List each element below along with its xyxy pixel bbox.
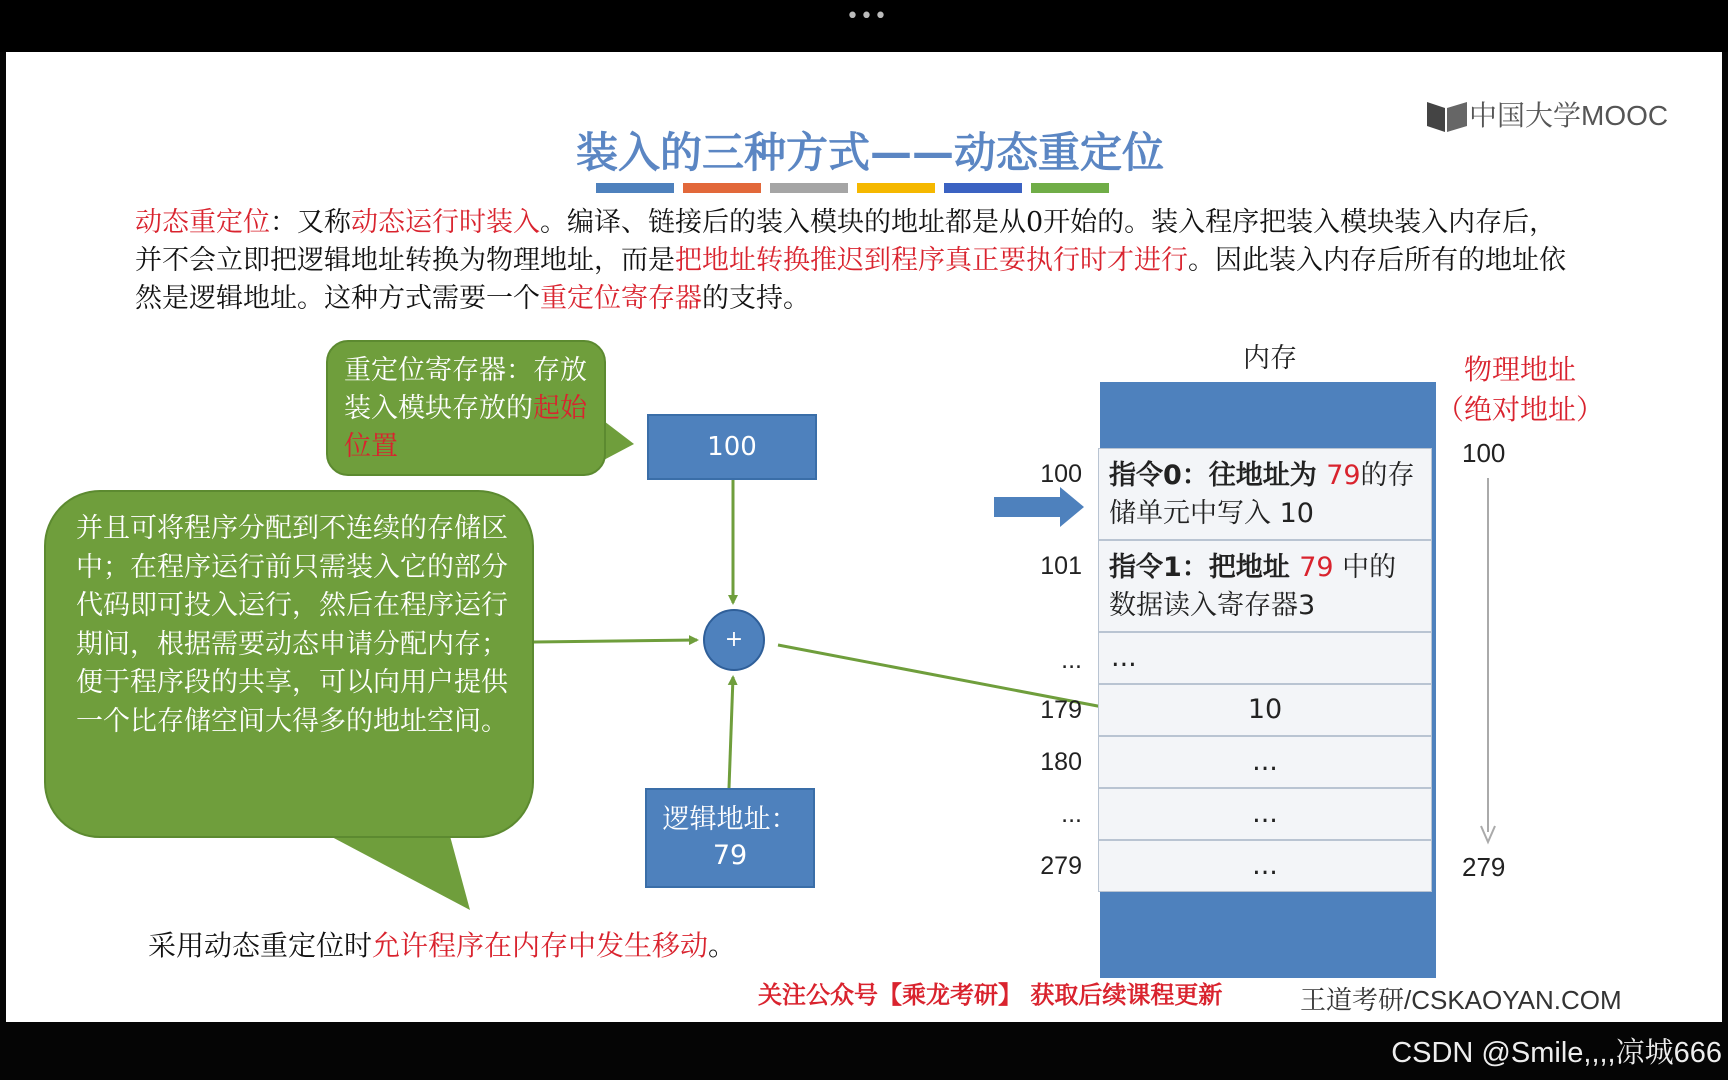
absolute-address-title-line: （绝对地址） <box>1435 393 1604 426</box>
logical-address-value: 79 <box>712 840 748 871</box>
advantages-callout <box>44 490 534 838</box>
physical-address-end: 279 <box>1462 852 1506 882</box>
memory-row <box>1098 540 1432 632</box>
conclusion-highlight: 允许程序在内存中发生移动 <box>372 929 709 962</box>
slide-title: 装入的三种方式——动态重定位 <box>575 128 1164 177</box>
physical-address-start: 100 <box>1462 438 1506 468</box>
memory-row-address: 79 <box>1299 552 1334 583</box>
logical-to-adder-arrow <box>729 677 733 788</box>
address-label: 100 <box>1040 460 1082 488</box>
memory-row-text: 的存储单元中写入 10 <box>1109 460 1415 529</box>
logo-text: 中国大学MOOC <box>1469 100 1669 131</box>
physical-address-title <box>1430 350 1610 430</box>
memory-title: 内存 <box>1243 343 1297 374</box>
memory-row: ... <box>1098 632 1432 684</box>
term-dynamic-relocation: 动态重定位 <box>135 207 270 238</box>
memory-row: ... <box>1098 788 1432 840</box>
start-position-highlight: 起始位置 <box>344 393 587 462</box>
term-dynamic-runtime-loading: 动态运行时装入 <box>351 207 540 238</box>
relocation-register-box: 100 <box>647 414 817 480</box>
logical-address-box <box>645 788 815 888</box>
memory-row: ... <box>1098 736 1432 788</box>
memory-row-text: 指令0：往地址为 <box>1109 460 1327 491</box>
memory-row-text: 指令1：把地址 <box>1109 552 1300 583</box>
memory-row-address: 79 <box>1326 460 1361 491</box>
intro-text: 的支持。 <box>702 283 810 314</box>
memory-row: ... <box>1098 840 1432 892</box>
advantages-callout-text: 并且可将程序分配到不连续的存储区中；在程序运行前只需装入它的部分代码即可投入运行，然后在程序运行期间，根据需要动态申请分配内存；便于程序段的共享，可以向用户提供一个比存储空间大得多的地址空间。 <box>76 513 508 737</box>
term-deferred-translation: 把地址转换推迟到程序真正要执行时才进行 <box>675 245 1188 276</box>
address-label: ... <box>1061 646 1082 674</box>
bubble-advantages-tail <box>330 836 470 910</box>
adder-icon: + <box>703 609 765 671</box>
intro-text: ：又称 <box>270 207 351 238</box>
intro-text: 。因此装入内存后所有的地址依然是逻辑地址。这种方式需要一个 <box>135 245 1566 314</box>
register-callout-text: 重定位寄存器：存放装入模块存放的 <box>344 355 587 424</box>
bubble-to-adder-arrow <box>534 640 697 642</box>
address-label: ... <box>1061 800 1082 828</box>
intro-text: 。编译、链接后的装入模块的地址都是从0开始的。装入程序把装入模块装入内存后，并不会立即把逻辑地址转换为物理地址，而是 <box>135 207 1557 276</box>
memory-row <box>1098 448 1432 540</box>
footer-site: 王道考研/CSKAOYAN.COM <box>1300 985 1622 1015</box>
memory-row-text: 中的数据读入寄存器3 <box>1109 552 1397 621</box>
footer-promo: 关注公众号【乘龙考研】 获取后续课程更新 <box>758 981 1223 1009</box>
address-label: 279 <box>1040 852 1082 880</box>
register-callout <box>326 340 606 476</box>
address-label: 101 <box>1040 552 1082 580</box>
term-relocation-register: 重定位寄存器 <box>540 283 702 314</box>
conclusion-part: 。 <box>708 929 737 962</box>
more-options-icon[interactable]: ••• <box>846 4 888 29</box>
current-instruction-arrow <box>994 487 1084 527</box>
address-label: 180 <box>1040 748 1082 776</box>
address-label: 179 <box>1040 696 1082 724</box>
physical-address-title-line: 物理地址 <box>1463 353 1576 386</box>
memory-row: 10 <box>1098 684 1432 736</box>
conclusion-text <box>148 924 736 964</box>
logical-address-label: 逻辑地址： <box>662 804 798 835</box>
csdn-watermark: CSDN @Smile,,,,凉城666 <box>1391 1037 1722 1069</box>
conclusion-part: 采用动态重定位时 <box>148 929 373 962</box>
